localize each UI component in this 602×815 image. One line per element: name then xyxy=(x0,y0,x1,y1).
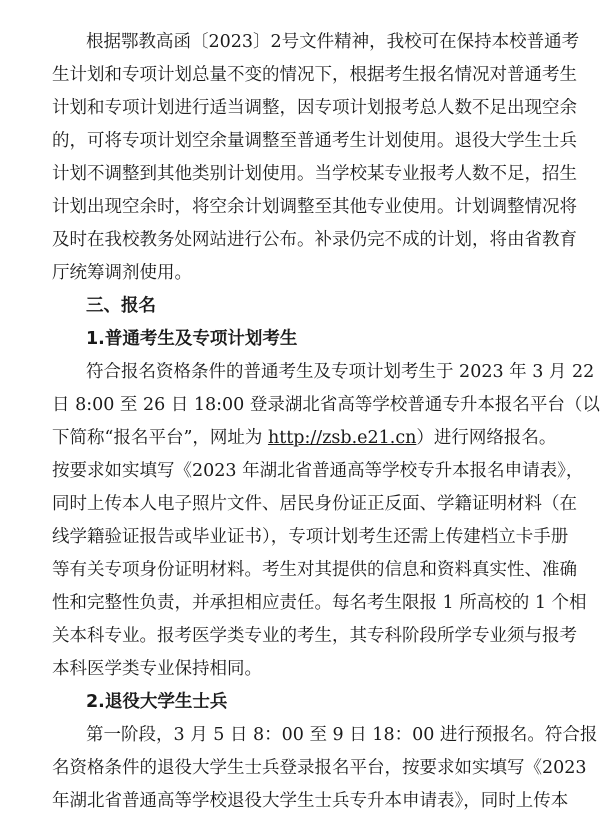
subsection-heading: 2.退役大学生士兵 xyxy=(86,692,228,712)
paragraph-line: 日 8:00 至 26 日 18:00 登录湖北省高等学校普通专升本报名平台（以 xyxy=(52,395,600,415)
paragraph-line: 同时上传本人电子照片文件、居民身份证正反面、学籍证明材料（在 xyxy=(52,494,577,514)
paragraph-line: 厅统筹调剂使用。 xyxy=(52,263,192,283)
paragraph-line: 关本科专业。报考医学类专业的考生，其专科阶段所学专业须与报考 xyxy=(52,626,577,646)
paragraph-line: 年湖北省普通高等学校退役大学生士兵专升本申请表》，同时上传本 xyxy=(52,791,569,811)
paragraph-line xyxy=(52,427,586,449)
line-text-after-link: ）进行网络报名。 xyxy=(416,428,557,448)
paragraph-line: 计划不调整到其他类别计划使用。当学校某专业报考人数不足，招生 xyxy=(52,164,577,184)
paragraph-line: 符合报名资格条件的普通考生及专项计划考生于 2023 年 3 月 22 xyxy=(86,362,595,382)
paragraph-line: 计划出现空余时，将空余计划调整至其他专业使用。计划调整情况将 xyxy=(52,197,577,217)
paragraph-line: 根据鄂教高函〔2023〕2号文件精神，我校可在保持本校普通考 xyxy=(86,32,580,52)
paragraph-line: 按要求如实填写《2023 年湖北省普通高等学校专升本报名申请表》， xyxy=(52,461,584,481)
paragraph-line: 第一阶段，3 月 5 日 8：00 至 9 日 18：00 进行预报名。符合报 xyxy=(86,725,598,745)
subsection-heading: 1.普通考生及专项计划考生 xyxy=(86,329,298,349)
paragraph-line: 生计划和专项计划总量不变的情况下，根据考生报名情况对普通考生 xyxy=(52,65,577,85)
paragraph-line: 线学籍验证报告或毕业证书），专项计划考生还需上传建档立卡手册 xyxy=(52,527,569,547)
paragraph-line: 及时在我校教务处网站进行公布。补录仍完不成的计划，将由省教育 xyxy=(52,230,577,250)
section-heading: 三、报名 xyxy=(86,296,156,316)
paragraph-line: 的，可将专项计划空余量调整至普通考生计划使用。退役大学生士兵 xyxy=(52,131,577,151)
paragraph-line: 等有关专项身份证明材料。考生对其提供的信息和资料真实性、准确 xyxy=(52,560,577,580)
paragraph-line: 名资格条件的退役大学生士兵登录报名平台，按要求如实填写《2023 xyxy=(52,758,587,778)
line-text-before-link: 下简称“报名平台”，网址为 xyxy=(52,428,268,448)
registration-url-link[interactable]: http://zsb.e21.cn xyxy=(267,428,417,448)
paragraph-line: 性和完整性负责，并承担相应责任。每名考生限报 1 所高校的 1 个相 xyxy=(52,593,587,613)
paragraph-line: 计划和专项计划进行适当调整，因专项计划报考总人数不足出现空余 xyxy=(52,98,577,118)
paragraph-line: 本科医学类专业保持相同。 xyxy=(52,659,262,679)
